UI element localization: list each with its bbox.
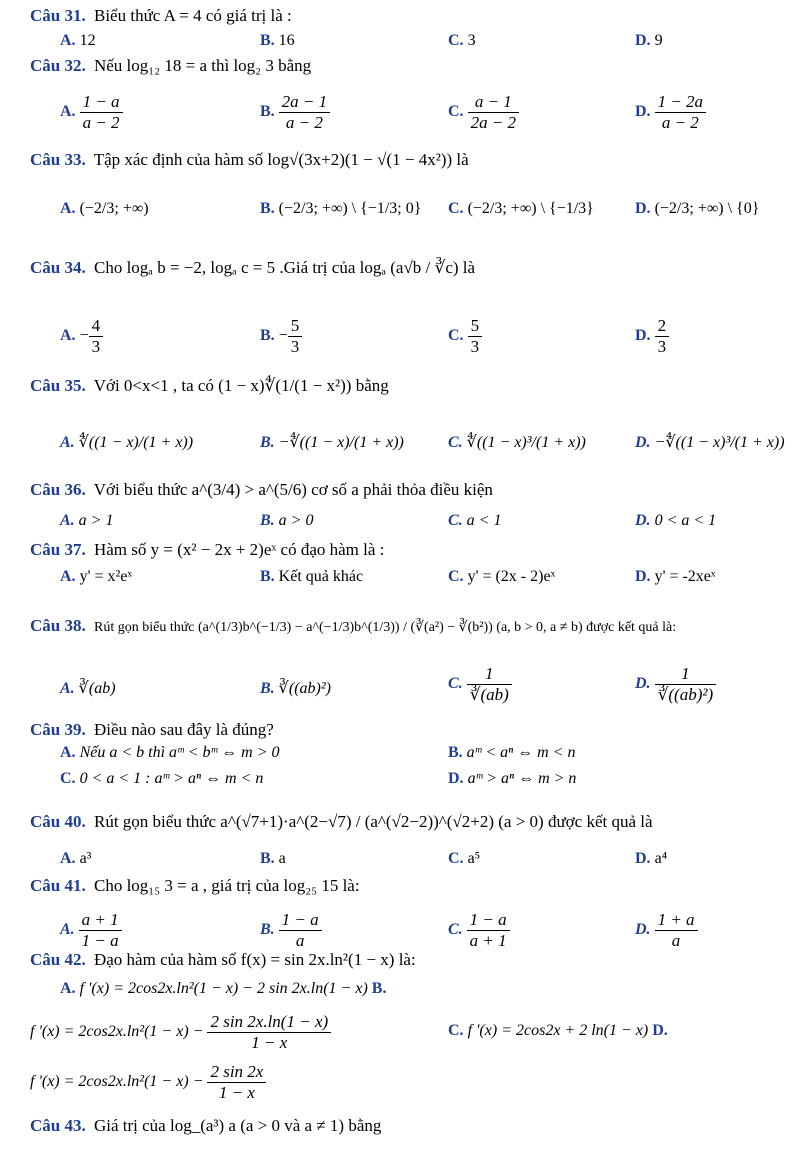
question-stem: Biểu thức A = 4 có giá trị là :: [93, 6, 292, 25]
option-a[interactable]: A. $\frac{a + 1}{1 - a}$: [60, 910, 122, 951]
question-stem: Giá trị của log_(a³) a (a > 0 và a ≠ 1) bằng: [93, 1116, 382, 1135]
question-35: [30, 376, 389, 396]
question-stem: Đạo hàm của hàm số f(x) = sin 2x.ln²(1 − x) là:: [93, 950, 416, 969]
option-a[interactable]: A. 12: [60, 32, 96, 49]
q42-line-1[interactable]: A. f '(x) = 2cos2x.ln²(1 − x) − 2 sin 2x.ln(1 − x) B.: [60, 980, 387, 997]
q42-line-2[interactable]: f '(x) = 2cos2x.ln²(1 − x) − $\frac{2 \sin 2x.\ln(1 - x)}{1 - x}$: [30, 1012, 331, 1053]
question-stem: Với biểu thức a^(3/4) > a^(5/6) cơ số a phải thỏa điều kiện: [93, 480, 493, 499]
options-38: [60, 664, 780, 704]
option-c[interactable]: C. $\frac{1}{∛(ab)}$: [448, 664, 512, 705]
question-stem: Rút gọn biểu thức a^(√7+1)·a^(2−√7) / (a^(√2−2))^(√2+2) (a > 0) được kết quả là: [93, 812, 653, 831]
question-stem: Nếu log₁₂ 18 = a thì log₂ 3 bằng: [93, 56, 312, 75]
question-37: [30, 540, 384, 560]
option-c[interactable]: C. $\frac{a - 1}{2a - 2}$: [448, 92, 519, 133]
option-b[interactable]: B. −∜((1 − x)/(1 + x)): [260, 434, 404, 451]
option-a[interactable]: A. − $\frac{4}{3}$: [60, 316, 103, 357]
question-number: Câu 40.: [30, 812, 86, 831]
question-number: Câu 38.: [30, 616, 86, 635]
options-39-cd: [60, 770, 780, 790]
question-31: [30, 6, 292, 26]
option-b[interactable]: B. Kết quả khác: [260, 568, 364, 585]
question-stem: Điều nào sau đây là đúng?: [93, 720, 274, 739]
option-a[interactable]: A. Nếu a < b thì aᵐ < bᵐ ⇔ m > 0: [60, 744, 280, 761]
option-b[interactable]: B. $\frac{2a - 1}{a - 2}$: [260, 92, 330, 133]
options-36: [60, 512, 780, 532]
question-number: Câu 37.: [30, 540, 86, 559]
option-c[interactable]: C. a⁵: [448, 850, 481, 867]
question-number: Câu 39.: [30, 720, 86, 739]
option-d[interactable]: D. y' = -2xeˣ: [635, 568, 716, 585]
option-b[interactable]: B. ∛((ab)²): [260, 680, 331, 697]
q42-line-3[interactable]: f '(x) = 2cos2x.ln²(1 − x) − $\frac{2 \sin 2x}{1 - x}$: [30, 1062, 266, 1103]
question-39: [30, 720, 274, 740]
options-33: [60, 200, 780, 220]
options-37: [60, 568, 780, 588]
option-a[interactable]: A. ∜((1 − x)/(1 + x)): [60, 434, 194, 451]
question-stem: Với 0<x<1 , ta có (1 − x)∜(1/(1 − x²)) bằng: [93, 376, 389, 395]
option-c[interactable]: C. ∜((1 − x)³/(1 + x)): [448, 434, 586, 451]
question-stem: Hàm số y = (x² − 2x + 2)eˣ có đạo hàm là :: [93, 540, 385, 559]
option-c[interactable]: C. 3: [448, 32, 476, 49]
question-number: Câu 33.: [30, 150, 86, 169]
options-34: [60, 316, 780, 356]
option-a[interactable]: A. a > 1: [60, 512, 114, 529]
options-41: [60, 910, 780, 950]
option-a[interactable]: A. y' = x²eˣ: [60, 568, 132, 585]
option-b[interactable]: B. 16: [260, 32, 295, 49]
option-d[interactable]: D. 9: [635, 32, 663, 49]
option-c[interactable]: C. $\frac{1 - a}{a + 1}$: [448, 910, 510, 951]
option-c[interactable]: C. y' = (2x - 2)eˣ: [448, 568, 556, 585]
option-d[interactable]: D. $\frac{1}{\text{∛((ab)²)}}$: [635, 664, 716, 705]
question-number: Câu 31.: [30, 6, 86, 25]
option-b[interactable]: B. a > 0: [260, 512, 314, 529]
option-d[interactable]: D. $\frac{2}{3}$: [635, 316, 669, 357]
question-number: Câu 41.: [30, 876, 86, 895]
option-d[interactable]: D. a⁴: [635, 850, 668, 867]
options-40: [60, 850, 780, 870]
option-b[interactable]: B. $\frac{1 - a}{a}$: [260, 910, 322, 951]
option-c[interactable]: C. a < 1: [448, 512, 502, 529]
option-b[interactable]: B. a: [260, 850, 286, 867]
option-d[interactable]: D. (−2/3; +∞) \ {0}: [635, 200, 760, 217]
question-42: [30, 950, 416, 970]
question-number: Câu 43.: [30, 1116, 86, 1135]
option-d[interactable]: D. $\frac{1 + a}{a}$: [635, 910, 698, 951]
question-36: [30, 480, 493, 500]
option-c[interactable]: C. $\frac{5}{3}$: [448, 316, 482, 357]
option-c[interactable]: C. 0 < a < 1 : aᵐ > aⁿ ⇔ m < n: [60, 770, 264, 787]
question-43: [30, 1116, 381, 1136]
option-d[interactable]: D. −∜((1 − x)³/(1 + x)): [635, 434, 785, 451]
option-a[interactable]: A. a³: [60, 850, 92, 867]
question-stem: Cho log₁₅ 3 = a , giá trị của log₂₅ 15 là:: [93, 876, 360, 895]
option-b[interactable]: B. aᵐ < aⁿ ⇔ m < n: [448, 744, 576, 761]
option-b[interactable]: B. − $\frac{5}{3}$: [260, 316, 302, 357]
question-number: Câu 36.: [30, 480, 86, 499]
option-c[interactable]: C. (−2/3; +∞) \ {−1/3}: [448, 200, 594, 217]
option-a[interactable]: A. $\frac{1 - a}{a - 2}$: [60, 92, 123, 133]
options-35: [60, 432, 785, 452]
question-41: [30, 876, 360, 896]
question-40: [30, 812, 653, 832]
question-38: [30, 616, 676, 636]
option-a[interactable]: A. ∛(ab): [60, 680, 116, 697]
option-d[interactable]: D. aᵐ > aⁿ ⇔ m > n: [448, 770, 577, 787]
option-d[interactable]: D. 0 < a < 1: [635, 512, 717, 529]
question-number: Câu 34.: [30, 258, 86, 277]
option-b[interactable]: B. (−2/3; +∞) \ {−1/3; 0}: [260, 200, 422, 217]
options-32: [60, 92, 780, 132]
question-33: [30, 150, 469, 170]
option-a[interactable]: A. (−2/3; +∞): [60, 200, 149, 217]
question-stem: Cho logₐ b = −2, logₐ c = 5 .Giá trị của logₐ (a√b / ∛c) là: [93, 258, 476, 277]
question-stem: Rút gọn biểu thức (a^(1/3)b^(−1/3) − a^(−1/3)b^(1/3)) / (∛(a²) − ∛(b²)) (a, b > 0, a ≠ b) được kết quả là:: [93, 620, 677, 635]
q42-option-c[interactable]: C. f '(x) = 2cos2x + 2 ln(1 − x) D.: [448, 1022, 668, 1039]
question-32: [30, 56, 311, 76]
options-39-ab: [60, 744, 780, 764]
option-d[interactable]: D. $\frac{1 - 2a}{a - 2}$: [635, 92, 706, 133]
question-number: Câu 35.: [30, 376, 86, 395]
question-stem: Tập xác định của hàm số log√(3x+2)(1 − √(1 − 4x²)) là: [93, 150, 469, 169]
options-31: [60, 32, 780, 52]
question-34: [30, 258, 475, 278]
question-number: Câu 32.: [30, 56, 86, 75]
question-number: Câu 42.: [30, 950, 86, 969]
